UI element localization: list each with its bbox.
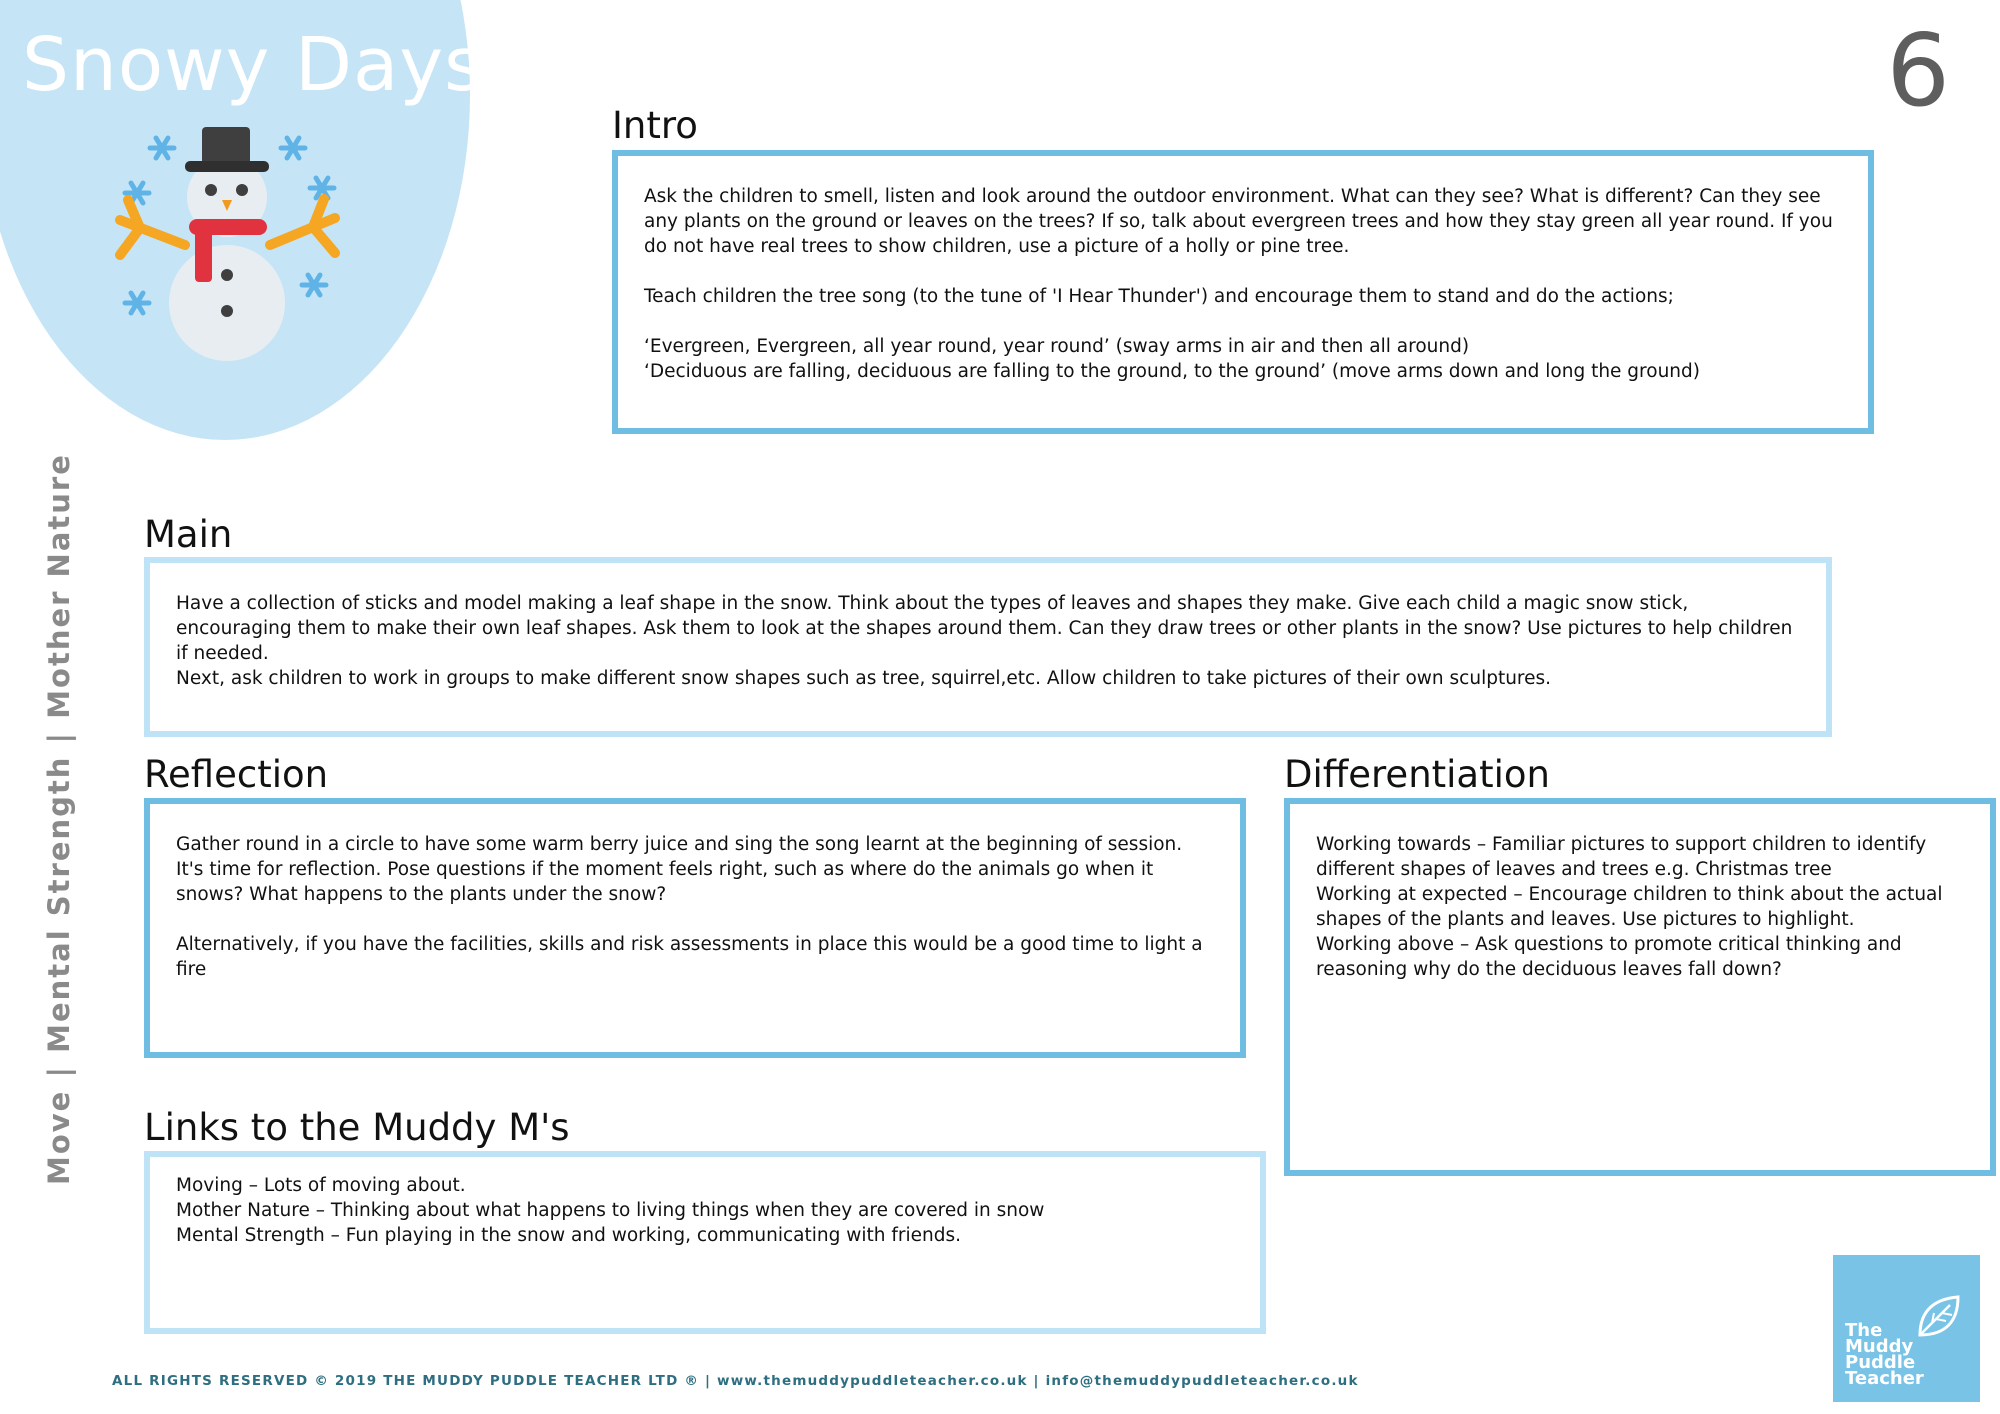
page-title: Snowy Days [22,22,484,108]
main-heading: Main [144,513,233,556]
intro-paragraph: ‘Evergreen, Evergreen, all year round, year round’ (sway arms in air and then all around) ‘Deciduous are falling, deciduous are falling to the ground, to the ground’ (move arms down and long the ground) [644,336,1700,382]
reflection-paragraph: Gather round in a circle to have some warm berry juice and sing the song learnt at the beginning of session. It's time for reflection. Pose questions if the moment feels right, such as where do the animals go when it snows? What happens to the plants under the snow? [176,834,1183,905]
links-heading: Links to the Muddy M's [144,1106,570,1149]
intro-paragraph: Ask the children to smell, listen and look around the outdoor environment. What can they see? What is different? Can they see any plants on the ground or leaves on the trees? If so, talk about evergreen trees and how they stay green all year round. If you do not have real trees to show children, use a picture of a holly or pine tree. [644,186,1833,257]
intro-heading: Intro [612,104,698,147]
intro-box [612,150,1874,434]
reflection-paragraph: Alternatively, if you have the facilities, skills and risk assessments in place this would be a good time to light a fire [176,934,1203,980]
intro-paragraph: Teach children the tree song (to the tune of 'I Hear Thunder') and encourage them to stand and do the actions; [644,286,1674,307]
brand-logo [1833,1255,1980,1402]
snowman-illustration [110,115,350,365]
differentiation-heading: Differentiation [1284,753,1550,796]
side-category-label: Move | Mental Strength | Mother Nature [42,453,76,1185]
reflection-heading: Reflection [144,753,329,796]
page-number: 6 [1886,12,1950,129]
logo-text: The Muddy Puddle Teacher [1845,1320,1924,1389]
main-box [144,557,1832,737]
footer-copyright: ALL RIGHTS RESERVED © 2019 THE MUDDY PUDDLE TEACHER LTD ® | www.themuddypuddleteacher.co.uk | info@themuddypuddleteacher.co.uk [112,1373,1359,1389]
differentiation-text: Working towards – Familiar pictures to support children to identify different shapes of leaves and trees e.g. Christmas tree Working at expected – Encourage children to think about the actual shapes of the plants and leaves. Use pictures to highlight. Working above – Ask questions to promote critical thinking and reasoning why do the deciduous leaves fall down? [1316,834,1943,980]
main-text: Have a collection of sticks and model making a leaf shape in the snow. Think about the types of leaves and shapes they make. Give each child a magic snow stick, encouraging them to make their own leaf shapes. Ask them to look at the shapes around them. Can they draw trees or other plants in the snow? Use pictures to help children if needed. Next, ask children to work in groups to make different snow shapes such as tree, squirrel,etc. Allow children to take pictures of their own sculptures. [176,593,1793,689]
links-box [144,1151,1266,1334]
links-text: Moving – Lots of moving about. Mother Nature – Thinking about what happens to living things when they are covered in snow Mental Strength – Fun playing in the snow and working, communicating with friends. [176,1175,1045,1246]
differentiation-box [1284,798,1996,1176]
reflection-box [144,798,1246,1058]
